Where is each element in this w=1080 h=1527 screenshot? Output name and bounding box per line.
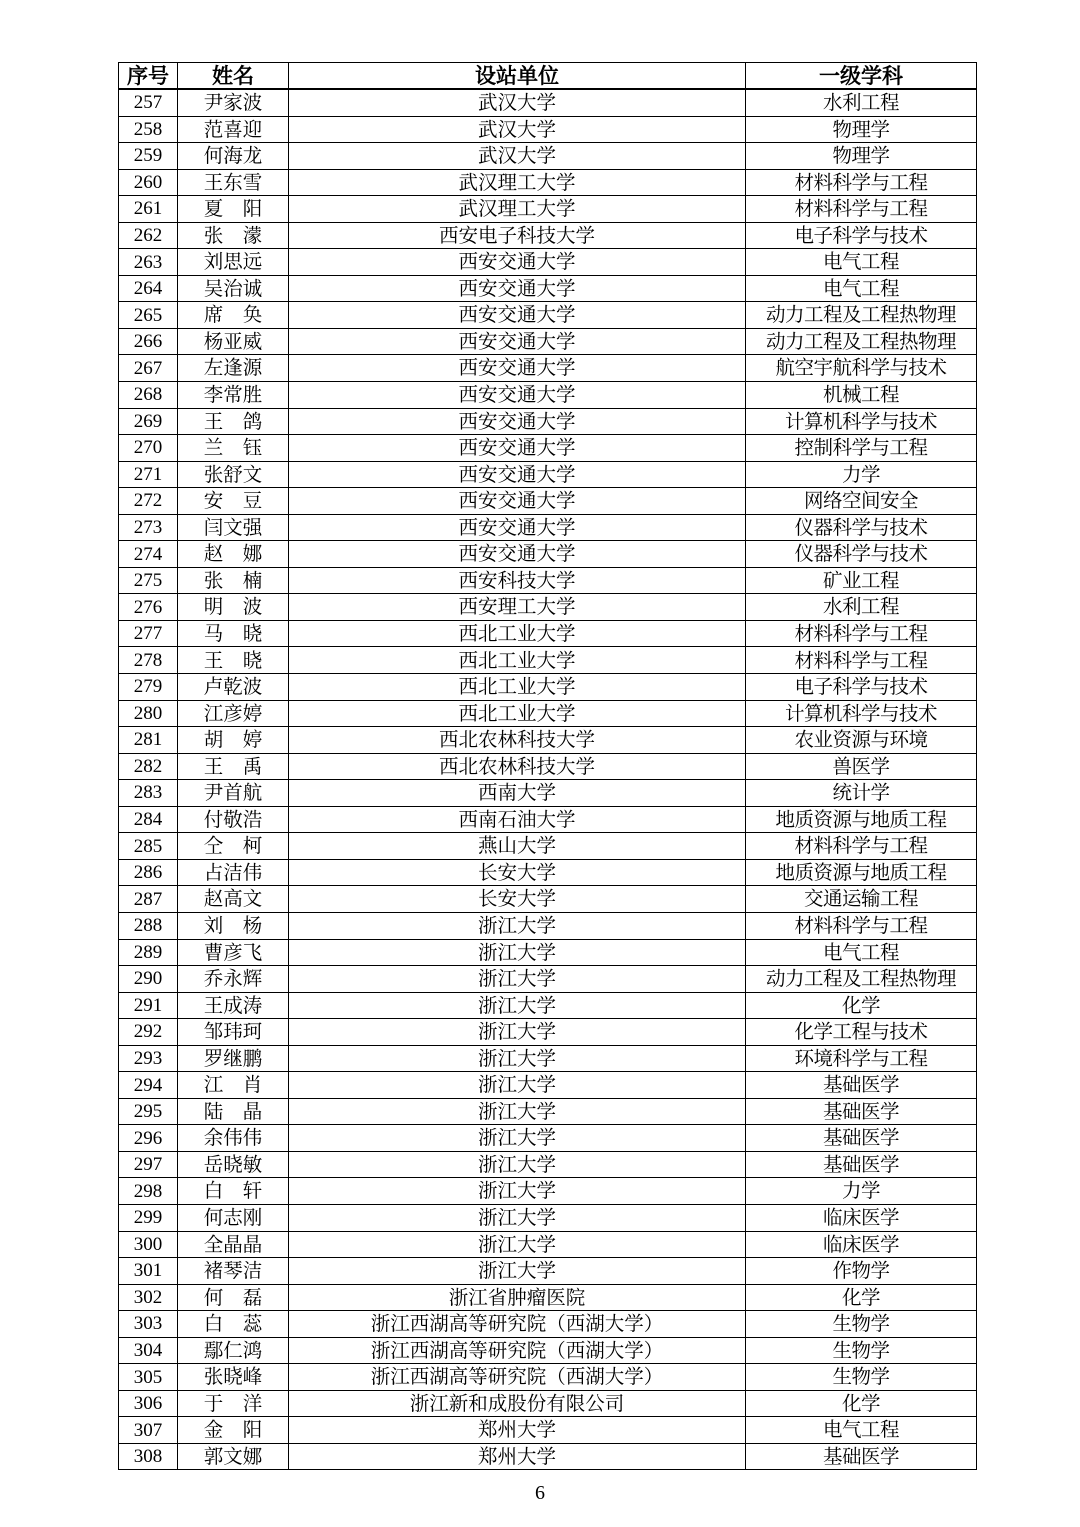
header-name: 姓名 bbox=[178, 63, 289, 90]
cell-subject: 力学 bbox=[746, 1178, 977, 1205]
cell-no: 293 bbox=[119, 1045, 178, 1072]
table-row bbox=[119, 1443, 977, 1470]
cell-no: 300 bbox=[119, 1231, 178, 1258]
cell-subject: 电气工程 bbox=[746, 939, 977, 966]
cell-no: 272 bbox=[119, 488, 178, 515]
table-row bbox=[119, 1364, 977, 1391]
table-row bbox=[119, 89, 977, 116]
cell-unit: 西安电子科技大学 bbox=[289, 222, 746, 249]
cell-subject: 环境科学与工程 bbox=[746, 1045, 977, 1072]
cell-subject: 材料科学与工程 bbox=[746, 169, 977, 196]
cell-no: 260 bbox=[119, 169, 178, 196]
cell-subject: 材料科学与工程 bbox=[746, 833, 977, 860]
cell-name: 刘 杨 bbox=[178, 912, 289, 939]
table-row bbox=[119, 408, 977, 435]
cell-no: 296 bbox=[119, 1125, 178, 1152]
cell-subject: 航空宇航科学与技术 bbox=[746, 355, 977, 382]
cell-no: 278 bbox=[119, 647, 178, 674]
cell-no: 265 bbox=[119, 302, 178, 329]
cell-no: 279 bbox=[119, 674, 178, 701]
table-row bbox=[119, 966, 977, 993]
table-row bbox=[119, 753, 977, 780]
cell-subject: 动力工程及工程热物理 bbox=[746, 328, 977, 355]
cell-no: 288 bbox=[119, 912, 178, 939]
cell-unit: 浙江西湖高等研究院（西湖大学） bbox=[289, 1311, 746, 1338]
cell-unit: 武汉理工大学 bbox=[289, 196, 746, 223]
table-header-row bbox=[119, 63, 977, 90]
table-row bbox=[119, 912, 977, 939]
cell-unit: 浙江大学 bbox=[289, 1125, 746, 1152]
cell-name: 刘思远 bbox=[178, 249, 289, 276]
cell-name: 郭文娜 bbox=[178, 1443, 289, 1470]
cell-name: 何 磊 bbox=[178, 1284, 289, 1311]
table-row bbox=[119, 275, 977, 302]
cell-subject: 生物学 bbox=[746, 1311, 977, 1338]
cell-name: 王 禹 bbox=[178, 753, 289, 780]
cell-name: 兰 钰 bbox=[178, 435, 289, 462]
cell-name: 王 鸽 bbox=[178, 408, 289, 435]
cell-no: 286 bbox=[119, 859, 178, 886]
header-subject: 一级学科 bbox=[746, 63, 977, 90]
cell-no: 277 bbox=[119, 620, 178, 647]
cell-unit: 西南石油大学 bbox=[289, 806, 746, 833]
cell-unit: 浙江大学 bbox=[289, 912, 746, 939]
cell-name: 罗继鹏 bbox=[178, 1045, 289, 1072]
cell-name: 乔永辉 bbox=[178, 966, 289, 993]
cell-name: 陆 晶 bbox=[178, 1098, 289, 1125]
table-row bbox=[119, 833, 977, 860]
cell-name: 江彦婷 bbox=[178, 700, 289, 727]
cell-subject: 电气工程 bbox=[746, 1417, 977, 1444]
table-row bbox=[119, 196, 977, 223]
cell-unit: 西安交通大学 bbox=[289, 355, 746, 382]
table-row bbox=[119, 700, 977, 727]
cell-subject: 临床医学 bbox=[746, 1231, 977, 1258]
cell-subject: 仪器科学与技术 bbox=[746, 541, 977, 568]
cell-no: 275 bbox=[119, 567, 178, 594]
cell-no: 257 bbox=[119, 89, 178, 116]
table-row bbox=[119, 1417, 977, 1444]
cell-subject: 物理学 bbox=[746, 143, 977, 170]
table-row bbox=[119, 435, 977, 462]
cell-unit: 浙江大学 bbox=[289, 1019, 746, 1046]
cell-unit: 郑州大学 bbox=[289, 1417, 746, 1444]
cell-subject: 基础医学 bbox=[746, 1125, 977, 1152]
cell-no: 307 bbox=[119, 1417, 178, 1444]
cell-name: 白 轩 bbox=[178, 1178, 289, 1205]
table-row bbox=[119, 169, 977, 196]
cell-no: 271 bbox=[119, 461, 178, 488]
table-row bbox=[119, 355, 977, 382]
cell-no: 285 bbox=[119, 833, 178, 860]
cell-no: 270 bbox=[119, 435, 178, 462]
cell-no: 295 bbox=[119, 1098, 178, 1125]
cell-subject: 临床医学 bbox=[746, 1204, 977, 1231]
cell-no: 302 bbox=[119, 1284, 178, 1311]
cell-subject: 计算机科学与技术 bbox=[746, 700, 977, 727]
table-row bbox=[119, 541, 977, 568]
page-number: 6 bbox=[535, 1482, 545, 1504]
cell-no: 305 bbox=[119, 1364, 178, 1391]
cell-unit: 西安交通大学 bbox=[289, 382, 746, 409]
cell-no: 291 bbox=[119, 992, 178, 1019]
cell-no: 306 bbox=[119, 1390, 178, 1417]
cell-no: 261 bbox=[119, 196, 178, 223]
cell-subject: 材料科学与工程 bbox=[746, 620, 977, 647]
cell-unit: 郑州大学 bbox=[289, 1443, 746, 1470]
cell-unit: 浙江大学 bbox=[289, 1072, 746, 1099]
table-row bbox=[119, 143, 977, 170]
cell-name: 卢乾波 bbox=[178, 674, 289, 701]
cell-unit: 浙江大学 bbox=[289, 939, 746, 966]
cell-name: 马 晓 bbox=[178, 620, 289, 647]
cell-unit: 长安大学 bbox=[289, 859, 746, 886]
cell-unit: 浙江大学 bbox=[289, 1151, 746, 1178]
cell-subject: 地质资源与地质工程 bbox=[746, 859, 977, 886]
cell-subject: 基础医学 bbox=[746, 1443, 977, 1470]
table-row bbox=[119, 594, 977, 621]
cell-unit: 西北农林科技大学 bbox=[289, 753, 746, 780]
table-row bbox=[119, 1045, 977, 1072]
cell-unit: 浙江西湖高等研究院（西湖大学） bbox=[289, 1337, 746, 1364]
cell-name: 尹家波 bbox=[178, 89, 289, 116]
table-row bbox=[119, 1151, 977, 1178]
cell-no: 301 bbox=[119, 1258, 178, 1285]
cell-subject: 化学 bbox=[746, 1284, 977, 1311]
cell-unit: 浙江大学 bbox=[289, 1045, 746, 1072]
cell-no: 283 bbox=[119, 780, 178, 807]
cell-no: 292 bbox=[119, 1019, 178, 1046]
cell-subject: 矿业工程 bbox=[746, 567, 977, 594]
cell-name: 何志刚 bbox=[178, 1204, 289, 1231]
cell-unit: 浙江大学 bbox=[289, 1178, 746, 1205]
cell-no: 269 bbox=[119, 408, 178, 435]
cell-name: 范喜迎 bbox=[178, 116, 289, 143]
cell-subject: 机械工程 bbox=[746, 382, 977, 409]
table-row bbox=[119, 1284, 977, 1311]
cell-subject: 电子科学与技术 bbox=[746, 222, 977, 249]
cell-unit: 西安科技大学 bbox=[289, 567, 746, 594]
table-row bbox=[119, 249, 977, 276]
cell-no: 290 bbox=[119, 966, 178, 993]
cell-name: 鄢仁鸿 bbox=[178, 1337, 289, 1364]
cell-unit: 浙江大学 bbox=[289, 1231, 746, 1258]
table-row bbox=[119, 1125, 977, 1152]
cell-no: 263 bbox=[119, 249, 178, 276]
cell-name: 尹首航 bbox=[178, 780, 289, 807]
cell-no: 258 bbox=[119, 116, 178, 143]
cell-no: 304 bbox=[119, 1337, 178, 1364]
cell-name: 张晓峰 bbox=[178, 1364, 289, 1391]
postdoc-roster-table bbox=[118, 62, 977, 1470]
cell-subject: 作物学 bbox=[746, 1258, 977, 1285]
cell-subject: 生物学 bbox=[746, 1337, 977, 1364]
cell-unit: 浙江省肿瘤医院 bbox=[289, 1284, 746, 1311]
cell-unit: 西安交通大学 bbox=[289, 408, 746, 435]
table-row bbox=[119, 992, 977, 1019]
cell-unit: 西安交通大学 bbox=[289, 488, 746, 515]
cell-name: 张 楠 bbox=[178, 567, 289, 594]
header-unit: 设站单位 bbox=[289, 63, 746, 90]
cell-unit: 西北农林科技大学 bbox=[289, 727, 746, 754]
cell-no: 266 bbox=[119, 328, 178, 355]
cell-subject: 基础医学 bbox=[746, 1151, 977, 1178]
cell-unit: 西北工业大学 bbox=[289, 620, 746, 647]
cell-unit: 西安交通大学 bbox=[289, 514, 746, 541]
cell-subject: 电气工程 bbox=[746, 249, 977, 276]
cell-name: 赵 娜 bbox=[178, 541, 289, 568]
table-row bbox=[119, 806, 977, 833]
cell-subject: 材料科学与工程 bbox=[746, 647, 977, 674]
cell-subject: 电气工程 bbox=[746, 275, 977, 302]
cell-unit: 浙江大学 bbox=[289, 992, 746, 1019]
cell-subject: 仪器科学与技术 bbox=[746, 514, 977, 541]
cell-unit: 浙江大学 bbox=[289, 1204, 746, 1231]
cell-no: 259 bbox=[119, 143, 178, 170]
cell-subject: 生物学 bbox=[746, 1364, 977, 1391]
table-row bbox=[119, 939, 977, 966]
cell-name: 金 阳 bbox=[178, 1417, 289, 1444]
cell-no: 267 bbox=[119, 355, 178, 382]
table-row bbox=[119, 461, 977, 488]
cell-unit: 西安交通大学 bbox=[289, 541, 746, 568]
cell-name: 闫文强 bbox=[178, 514, 289, 541]
cell-subject: 动力工程及工程热物理 bbox=[746, 966, 977, 993]
header-no: 序号 bbox=[119, 63, 178, 90]
cell-no: 297 bbox=[119, 1151, 178, 1178]
cell-name: 席 奂 bbox=[178, 302, 289, 329]
table-row bbox=[119, 647, 977, 674]
cell-unit: 武汉理工大学 bbox=[289, 169, 746, 196]
cell-name: 付敬浩 bbox=[178, 806, 289, 833]
table-row bbox=[119, 1390, 977, 1417]
table-row bbox=[119, 1311, 977, 1338]
table-row bbox=[119, 1337, 977, 1364]
cell-no: 287 bbox=[119, 886, 178, 913]
table-row bbox=[119, 488, 977, 515]
cell-subject: 基础医学 bbox=[746, 1072, 977, 1099]
cell-unit: 西安交通大学 bbox=[289, 302, 746, 329]
table-row bbox=[119, 116, 977, 143]
cell-subject: 水利工程 bbox=[746, 594, 977, 621]
cell-no: 264 bbox=[119, 275, 178, 302]
cell-name: 岳晓敏 bbox=[178, 1151, 289, 1178]
cell-name: 余伟伟 bbox=[178, 1125, 289, 1152]
cell-no: 276 bbox=[119, 594, 178, 621]
cell-unit: 武汉大学 bbox=[289, 89, 746, 116]
cell-no: 273 bbox=[119, 514, 178, 541]
cell-subject: 水利工程 bbox=[746, 89, 977, 116]
table-row bbox=[119, 780, 977, 807]
cell-unit: 浙江大学 bbox=[289, 966, 746, 993]
cell-unit: 西南大学 bbox=[289, 780, 746, 807]
table-row bbox=[119, 328, 977, 355]
cell-unit: 浙江大学 bbox=[289, 1098, 746, 1125]
cell-no: 281 bbox=[119, 727, 178, 754]
cell-name: 赵高文 bbox=[178, 886, 289, 913]
cell-no: 303 bbox=[119, 1311, 178, 1338]
table-row bbox=[119, 382, 977, 409]
cell-subject: 计算机科学与技术 bbox=[746, 408, 977, 435]
cell-subject: 力学 bbox=[746, 461, 977, 488]
cell-unit: 西安理工大学 bbox=[289, 594, 746, 621]
cell-subject: 材料科学与工程 bbox=[746, 196, 977, 223]
cell-unit: 燕山大学 bbox=[289, 833, 746, 860]
table-row bbox=[119, 859, 977, 886]
cell-unit: 西北工业大学 bbox=[289, 674, 746, 701]
cell-no: 298 bbox=[119, 1178, 178, 1205]
cell-name: 仝 柯 bbox=[178, 833, 289, 860]
cell-no: 282 bbox=[119, 753, 178, 780]
cell-subject: 基础医学 bbox=[746, 1098, 977, 1125]
cell-name: 明 波 bbox=[178, 594, 289, 621]
cell-unit: 浙江大学 bbox=[289, 1258, 746, 1285]
cell-unit: 长安大学 bbox=[289, 886, 746, 913]
cell-subject: 地质资源与地质工程 bbox=[746, 806, 977, 833]
cell-no: 274 bbox=[119, 541, 178, 568]
cell-name: 王东雪 bbox=[178, 169, 289, 196]
table-row bbox=[119, 1231, 977, 1258]
cell-unit: 浙江西湖高等研究院（西湖大学） bbox=[289, 1364, 746, 1391]
cell-unit: 西北工业大学 bbox=[289, 647, 746, 674]
cell-subject: 电子科学与技术 bbox=[746, 674, 977, 701]
cell-no: 284 bbox=[119, 806, 178, 833]
cell-no: 262 bbox=[119, 222, 178, 249]
cell-name: 安 豆 bbox=[178, 488, 289, 515]
cell-subject: 兽医学 bbox=[746, 753, 977, 780]
table-row bbox=[119, 222, 977, 249]
cell-name: 王成涛 bbox=[178, 992, 289, 1019]
table-row bbox=[119, 1204, 977, 1231]
cell-subject: 材料科学与工程 bbox=[746, 912, 977, 939]
cell-unit: 西安交通大学 bbox=[289, 461, 746, 488]
cell-name: 于 洋 bbox=[178, 1390, 289, 1417]
cell-unit: 西安交通大学 bbox=[289, 328, 746, 355]
cell-name: 邹玮珂 bbox=[178, 1019, 289, 1046]
table-row bbox=[119, 1178, 977, 1205]
cell-unit: 西安交通大学 bbox=[289, 249, 746, 276]
cell-subject: 网络空间安全 bbox=[746, 488, 977, 515]
cell-name: 左逢源 bbox=[178, 355, 289, 382]
cell-unit: 武汉大学 bbox=[289, 143, 746, 170]
cell-name: 白 蕊 bbox=[178, 1311, 289, 1338]
table-row bbox=[119, 1098, 977, 1125]
cell-name: 曹彦飞 bbox=[178, 939, 289, 966]
table-row bbox=[119, 1072, 977, 1099]
cell-subject: 统计学 bbox=[746, 780, 977, 807]
cell-unit: 西北工业大学 bbox=[289, 700, 746, 727]
cell-name: 褚琴洁 bbox=[178, 1258, 289, 1285]
table-row bbox=[119, 567, 977, 594]
cell-no: 268 bbox=[119, 382, 178, 409]
cell-unit: 西安交通大学 bbox=[289, 435, 746, 462]
table-row bbox=[119, 302, 977, 329]
cell-subject: 化学工程与技术 bbox=[746, 1019, 977, 1046]
cell-subject: 动力工程及工程热物理 bbox=[746, 302, 977, 329]
cell-name: 何海龙 bbox=[178, 143, 289, 170]
cell-name: 杨亚威 bbox=[178, 328, 289, 355]
cell-no: 280 bbox=[119, 700, 178, 727]
cell-name: 占洁伟 bbox=[178, 859, 289, 886]
cell-name: 李常胜 bbox=[178, 382, 289, 409]
cell-unit: 西安交通大学 bbox=[289, 275, 746, 302]
cell-name: 胡 婷 bbox=[178, 727, 289, 754]
table-body bbox=[119, 89, 977, 1470]
cell-no: 308 bbox=[119, 1443, 178, 1470]
cell-subject: 物理学 bbox=[746, 116, 977, 143]
cell-subject: 农业资源与环境 bbox=[746, 727, 977, 754]
cell-no: 289 bbox=[119, 939, 178, 966]
cell-no: 299 bbox=[119, 1204, 178, 1231]
cell-unit: 武汉大学 bbox=[289, 116, 746, 143]
cell-name: 王 晓 bbox=[178, 647, 289, 674]
cell-name: 江 肖 bbox=[178, 1072, 289, 1099]
cell-subject: 化学 bbox=[746, 1390, 977, 1417]
cell-name: 吴治诚 bbox=[178, 275, 289, 302]
cell-subject: 交通运输工程 bbox=[746, 886, 977, 913]
table-row bbox=[119, 514, 977, 541]
table-row bbox=[119, 674, 977, 701]
cell-subject: 控制科学与工程 bbox=[746, 435, 977, 462]
cell-no: 294 bbox=[119, 1072, 178, 1099]
cell-name: 张 濛 bbox=[178, 222, 289, 249]
cell-unit: 浙江新和成股份有限公司 bbox=[289, 1390, 746, 1417]
cell-name: 夏 阳 bbox=[178, 196, 289, 223]
table-row bbox=[119, 727, 977, 754]
cell-name: 张舒文 bbox=[178, 461, 289, 488]
cell-subject: 化学 bbox=[746, 992, 977, 1019]
table-row bbox=[119, 620, 977, 647]
table-row bbox=[119, 1019, 977, 1046]
cell-name: 全晶晶 bbox=[178, 1231, 289, 1258]
table-row bbox=[119, 1258, 977, 1285]
table-row bbox=[119, 886, 977, 913]
